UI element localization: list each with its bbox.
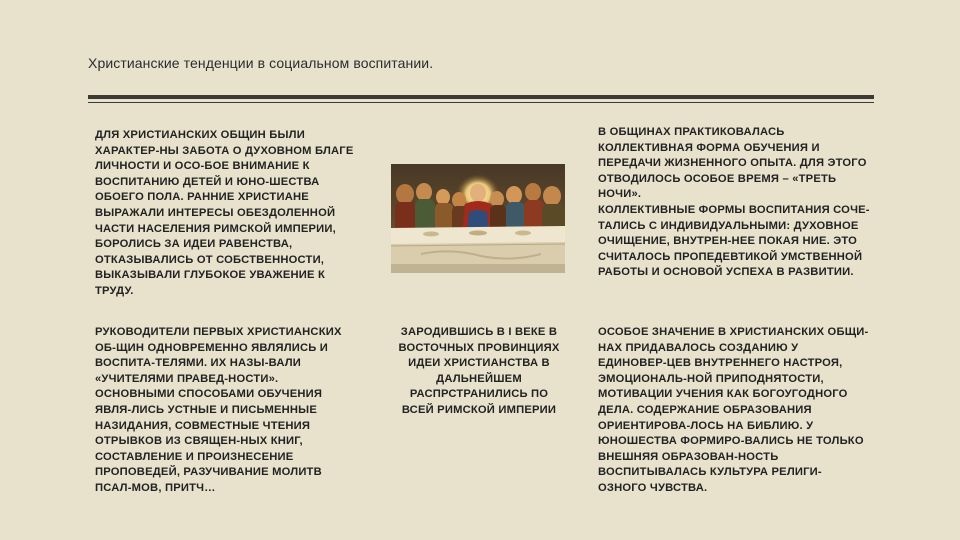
text-block-collective-learning <box>598 125 870 281</box>
text-paragraph-collective-forms: КОЛЛЕКТИВНЫЕ ФОРМЫ ВОСПИТАНИЯ СОЧЕ-ТАЛИСЬ С ИНДИВИДУАЛЬНЫМИ: ДУХОВНОЕ ОЧИЩЕНИЕ, ВНУТРЕН-НЕЕ ПОКАЯ НИЕ. ЭТО СЧИТАЛОСЬ ПРОПЕДЕВТИКОЙ УМСТВЕННОЙ РАБОТЫ И ОСНОВОЙ УСПЕХА В РАЗВИТИИ. <box>598 203 870 279</box>
text-block-spread-of-christianity: ЗАРОДИВШИСЬ В I ВЕКЕ В ВОСТОЧНЫХ ПРОВИНЦИЯХ ИДЕИ ХРИСТИАНСТВА В ДАЛЬНЕЙШЕМ РАСПРСТРАНИЛИСЬ ПО ВСЕЙ РИМСКОЙ ИМПЕРИИ <box>398 326 560 416</box>
text-paragraph-third-of-night: В ОБЩИНАХ ПРАКТИКОВАЛАСЬ КОЛЛЕКТИВНАЯ ФОРМА ОБУЧЕНИЯ И ПЕРЕДАЧИ ЖИЗНЕННОГО ОПЫТА. ДЛЯ ЭТОГО ОТВОДИЛОСЬ ОСОБОЕ ВРЕМЯ – «ТРЕТЬ НОЧИ». <box>598 126 867 201</box>
title-rule-thick <box>88 95 874 99</box>
text-block-inner-mood: ОСОБОЕ ЗНАЧЕНИЕ В ХРИСТИАНСКИХ ОБЩИ-НАХ ПРИДАВАЛОСЬ СОЗДАНИЮ У ЕДИНОВЕР-ЦЕВ ВНУТРЕННЕГО НАСТРОЯ, ЭМОЦИОНАЛЬ-НОЙ ПРИПОДНЯТОСТИ, МОТИВАЦИИ УЧЕНИЯ КАК БОГОУГОДНОГО ДЕЛА. СОДЕРЖАНИЕ ОБРАЗОВАНИЯ ОРИЕНТИРОВА-ЛОСЬ НА БИБЛИЮ. У ЮНОШЕСТВА ФОРМИРО-ВАЛИСЬ НЕ ТОЛЬКО ВНЕШНЯЯ ОБРАЗОВАН-НОСТЬ ВОСПИТЫВАЛАСЬ КУЛЬТУРА РЕЛИГИ-ОЗНОГО ЧУВСТВА. <box>598 326 869 494</box>
text-block-early-communities: ДЛЯ ХРИСТИАНСКИХ ОБЩИН БЫЛИ ХАРАКТЕР-НЫ ЗАБОТА О ДУХОВНОМ БЛАГЕ ЛИЧНОСТИ И ОСО-БОЕ ВНИМАНИЕ К ВОСПИТАНИЮ ДЕТЕЙ И ЮНО-ШЕСТВА ОБОЕГО ПОЛА. РАННИЕ ХРИСТИАНЕ ВЫРАЖАЛИ ИНТЕРЕСЫ ОБЕЗДОЛЕННОЙ ЧАСТИ НАСЕЛЕНИЯ РИМСКОЙ ИМПЕРИИ, БОРОЛИСЬ ЗА ИДЕИ РАВЕНСТВА, ОТКАЗЫВАЛИСЬ ОТ СОБСТВЕННОСТИ, ВЫКАЗЫВАЛИ ГЛУБОКОЕ УВАЖЕНИЕ К ТРУДУ. <box>95 129 354 297</box>
title-rule-thin <box>88 102 874 103</box>
slide-title: Христианские тенденции в социальном воспитании. <box>88 55 434 71</box>
text-block-community-leaders: РУКОВОДИТЕЛИ ПЕРВЫХ ХРИСТИАНСКИХ ОБ-ЩИН ОДНОВРЕМЕННО ЯВЛЯЛИСЬ И ВОСПИТА-ТЕЛЯМИ. ИХ НАЗЫ-ВАЛИ «УЧИТЕЛЯМИ ПРАВЕД-НОСТИ». ОСНОВНЫМИ СПОСОБАМИ ОБУЧЕНИЯ ЯВЛЯ-ЛИСЬ УСТНЫЕ И ПИСЬМЕННЫЕ НАЗИДАНИЯ, СОВМЕСТНЫЕ ЧТЕНИЯ ОТРЫВКОВ ИЗ СВЯЩЕН-НЫХ КНИГ, СОСТАВЛЕНИЕ И ПРОИЗНЕСЕНИЕ ПРОПОВЕДЕЙ, РАЗУЧИВАНИЕ МОЛИТВ ПСАЛ-МОВ, ПРИТЧ… <box>95 326 342 494</box>
last-supper-painting <box>391 164 565 273</box>
